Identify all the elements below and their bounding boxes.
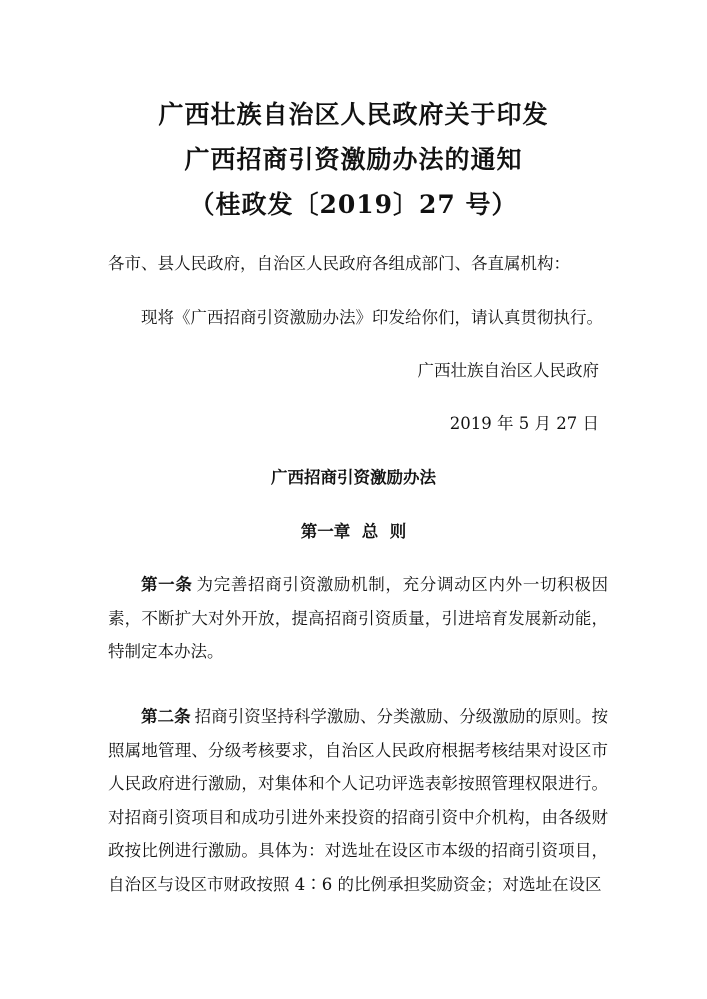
article-2-text: 招商引资坚持科学激励、分类激励、分级激励的原则。按照属地管理、分级考核要求，自治区人民政府根据考核结果对设区市人民政府进行激励，对集体和个人记功评选表彰按照管理权限进行。对招商引资项目和成功引进外来投资的招商引资中介机构，由各级财政按比例进行激励。具体为：对选址在设区市本级的招商引资项目，自治区与设区市财政按照 4∶6 的比例承担奖励资金；对选址在设区 (108, 707, 609, 894)
article-2-label: 第二条 (141, 707, 191, 726)
title-line-1: 广西壮族自治区人民政府关于印发 (158, 100, 549, 129)
measures-title: 广西招商引资激励办法 (271, 468, 436, 487)
notice-body: 现将《广西招商引资激励办法》印发给你们，请认真贯彻执行。 (141, 308, 603, 327)
article-1-label: 第一条 (141, 575, 193, 594)
document-title (0, 92, 707, 227)
article-2 (108, 700, 608, 901)
title-line-2: 广西招商引资激励办法的通知 (184, 145, 523, 174)
document-number: （桂政发〔2019〕27 号） (189, 190, 518, 219)
issue-date: 2019 年 5 月 27 日 (449, 414, 599, 433)
chapter-title: 第一章 总 则 (300, 522, 407, 541)
issuer-signature: 广西壮族自治区人民政府 (417, 361, 599, 380)
article-1-text: 为完善招商引资激励机制，充分调动区内外一切积极因素，不断扩大对外开放，提高招商引资质量，引进培育发展新动能，特制定本办法。 (108, 575, 609, 661)
salutation: 各市、县人民政府，自治区人民政府各组成部门、各直属机构： (108, 254, 570, 273)
article-1 (108, 568, 608, 669)
